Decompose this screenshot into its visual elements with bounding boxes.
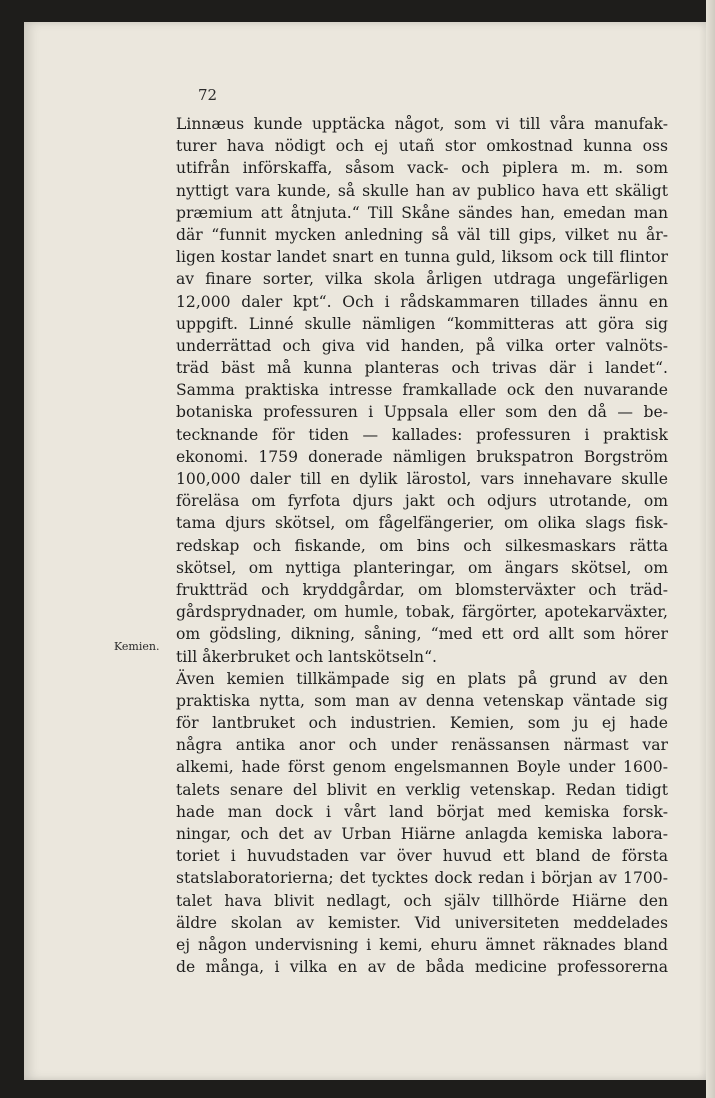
text-line: Även kemien tillkämpade sig en plats på grund av den	[176, 669, 668, 688]
text-line: turer hava nödigt och ej utañ stor omkostnad kunna oss	[176, 137, 668, 156]
text-line: äldre skolan av kemister. Vid universiteten meddelades	[176, 913, 668, 932]
text-line: botaniska professuren i Uppsala eller som den då — be-	[176, 403, 668, 422]
text-line: talet hava blivit nedlagt, och själv tillhörde Hiärne den	[176, 891, 668, 910]
margin-note-kemien: Kemien.	[114, 640, 160, 653]
text-line: ekonomi. 1759 donerade nämligen brukspatron Borgström	[176, 447, 668, 466]
text-line: föreläsa om fyrfota djurs jakt och odjurs utrotande, om	[176, 492, 668, 511]
text-line: alkemi, hade först genom engelsmannen Boyle under 1600-	[176, 758, 668, 777]
text-line: talets senare del blivit en verklig vetenskap. Redan tidigt	[176, 780, 668, 799]
text-line: skötsel, om nyttiga planteringar, om ängars skötsel, om	[176, 558, 668, 577]
page-number: 72	[198, 86, 218, 104]
text-line: av finare sorter, vilka skola årligen utdraga ungefärligen	[176, 270, 668, 289]
text-line: till åkerbruket och lantskötseln“.	[176, 647, 438, 666]
text-line: tama djurs skötsel, om fågelfängerier, om olika slags fisk-	[176, 514, 668, 533]
text-line: praktiska nytta, som man av denna vetenskap väntade sig	[176, 691, 668, 710]
text-line: toriet i huvudstaden var över huvud ett bland de första	[176, 847, 668, 866]
text-line: 12,000 daler kpt“. Och i rådskammaren tillades ännu en	[176, 292, 668, 311]
text-line: tecknande för tiden — kallades: professuren i praktisk	[176, 425, 668, 444]
text-line: gårdsprydnader, om humle, tobak, färgörter, apotekarväxter,	[176, 603, 668, 622]
page-edge	[706, 0, 715, 1098]
text-line: præmium att åtnjuta.“ Till Skåne sändes han, emedan man	[176, 203, 668, 222]
text-line: utifrån införskaffa, såsom vack- och piplera m. m. som	[176, 159, 668, 178]
text-line: om gödsling, dikning, såning, “med ett ord allt som hörer	[176, 625, 668, 644]
body-text	[176, 113, 668, 978]
text-line: statslaboratorierna; det tycktes dock redan i början av 1700-	[176, 869, 668, 888]
text-line: de många, i vilka en av de båda medicine professorerna	[176, 958, 668, 977]
text-line: ningar, och det av Urban Hiärne anlagda kemiska labora-	[176, 825, 668, 843]
text-line: några antika anor och under renässansen närmast var	[176, 736, 668, 755]
text-line: hade man dock i vårt land börjat med kemiska forsk-	[176, 802, 668, 821]
text-line: ej någon undervisning i kemi, ehuru ämnet räknades bland	[176, 935, 668, 954]
text-line: redskap och fiskande, om bins och silkesmaskars rätta	[176, 536, 668, 555]
text-line: fruktträd och kryddgårdar, om blomsterväxter och träd-	[176, 580, 668, 599]
text-line: Samma praktiska intresse framkallade ock den nuvarande	[176, 381, 668, 400]
text-line: träd bäst må kunna planteras och trivas där i landet“.	[176, 359, 668, 378]
text-line: för lantbruket och industrien. Kemien, som ju ej hade	[176, 714, 668, 733]
text-line: 100,000 daler till en dylik lärostol, vars innehavare skulle	[176, 470, 668, 488]
text-line: underrättad och giva vid handen, på vilka orter valnöts-	[176, 336, 668, 355]
text-line: uppgift. Linné skulle nämligen “kommitteras att göra sig	[176, 314, 668, 333]
text-line: nyttigt vara kunde, så skulle han av publico hava ett skäligt	[176, 181, 668, 200]
text-line: där “funnit mycken anledning så väl till gips, vilket nu år-	[176, 225, 668, 244]
text-line: Linnæus kunde upptäcka något, som vi till våra manufak-	[176, 115, 668, 133]
text-line: ligen kostar landet snart en tunna guld, liksom ock till flintor	[176, 248, 668, 267]
